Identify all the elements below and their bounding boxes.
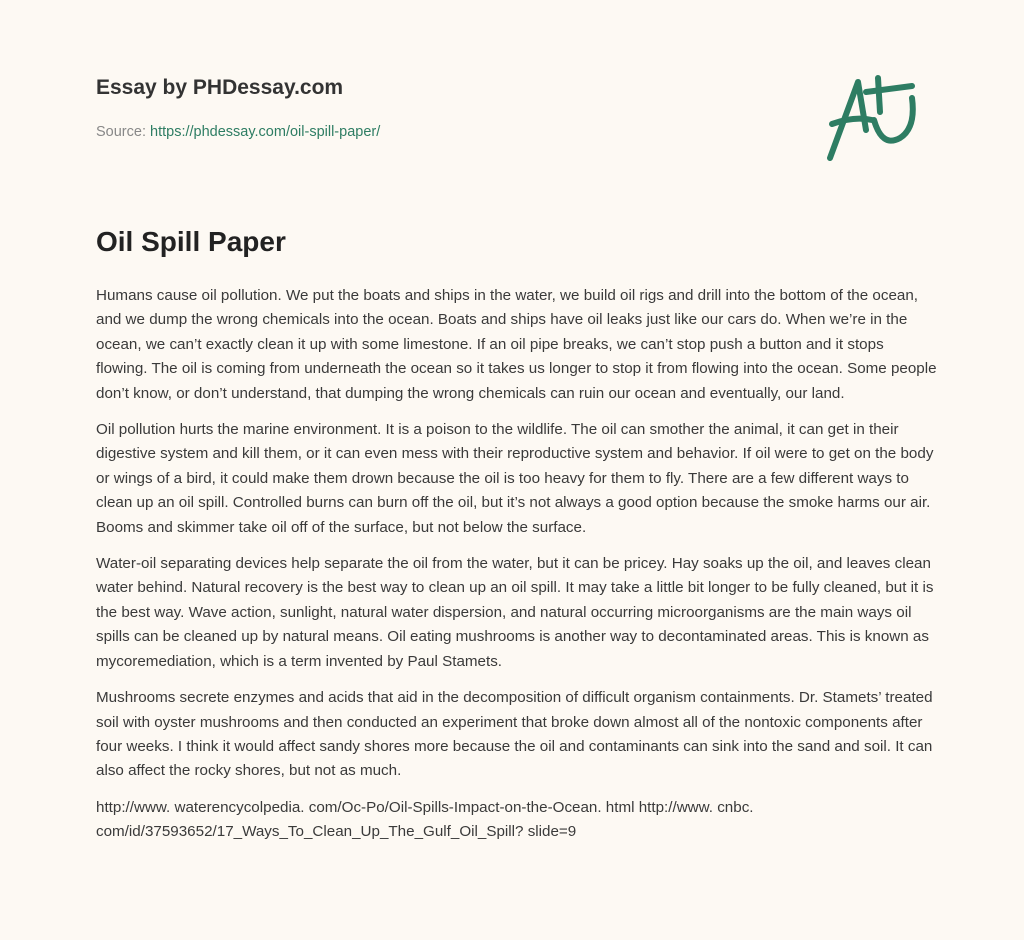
paragraph: Oil pollution hurts the marine environment. It is a poison to the wildlife. The oil can smother the animal, it can get in their digestive system and kill them, or it can even mess with their reproductive system and behavior. If oil were to get on the body or wings of a bird, it could make them drown because the oil is too heavy for them to fly. There are a few different ways to clean up an oil spill. Controlled burns can burn off the oil, but it’s not always a good option because the smoke harms our air. Booms and skimmer take oil off of the surface, but not below the surface. [96,421,934,536]
essay-body [96,284,938,857]
a-plus-logo-icon [820,68,930,164]
brand-title: Essay by PHDessay.com [96,76,344,99]
essay-title: Oil Spill Paper [96,226,286,257]
source-link[interactable]: https://phdessay.com/oil-spill-paper/ [150,124,381,140]
paragraph: Humans cause oil pollution. We put the boats and ships in the water, we build oil rigs and drill into the bottom of the ocean, and we dump the wrong chemicals into the ocean. Boats and ships have oil leaks just like our cars do. When we’re in the ocean, we can’t exactly clean it up with some limestone. If an oil pipe breaks, we can’t stop push a button and it stops flowing. The oil is coming from underneath the ocean so it takes us longer to stop it from flowing into the ocean. Some people don’t know, or don’t understand, that dumping the wrong chemicals can ruin our ocean and eventually, our land. [96,287,937,402]
paragraph: Water-oil separating devices help separate the oil from the water, but it can be pricey. Hay soaks up the oil, and leaves clean water behind. Natural recovery is the best way to clean up an oil spill. It may take a little bit longer to be fully cleaned, but it is the best way. Wave action, sunlight, natural water dispersion, and natural occurring microorganisms are the main ways oil spills can be cleaned up by natural means. Oil eating mushrooms is another way to decontaminated areas. This is known as mycoremediation, which is a term invented by Paul Stamets. [96,555,934,670]
references: http://www. waterencycolpedia. com/Oc-Po/Oil-Spills-Impact-on-the-Ocean. html http://www. cnbc. com/id/37593652/17_Ways_To_Clean_Up_The_Gulf_Oil_Spill? slide=9 [96,798,754,841]
source-label: Source: [96,124,146,140]
source-line [96,124,380,140]
paragraph: Mushrooms secrete enzymes and acids that aid in the decomposition of difficult organism containments. Dr. Stamets’ treated soil with oyster mushrooms and then conducted an experiment that broke down almost all of the nontoxic components after four weeks. I think it would affect sandy shores more because the oil and contaminants can sink into the sand and soil. It can also affect the rocky shores, but not as much. [96,689,933,780]
